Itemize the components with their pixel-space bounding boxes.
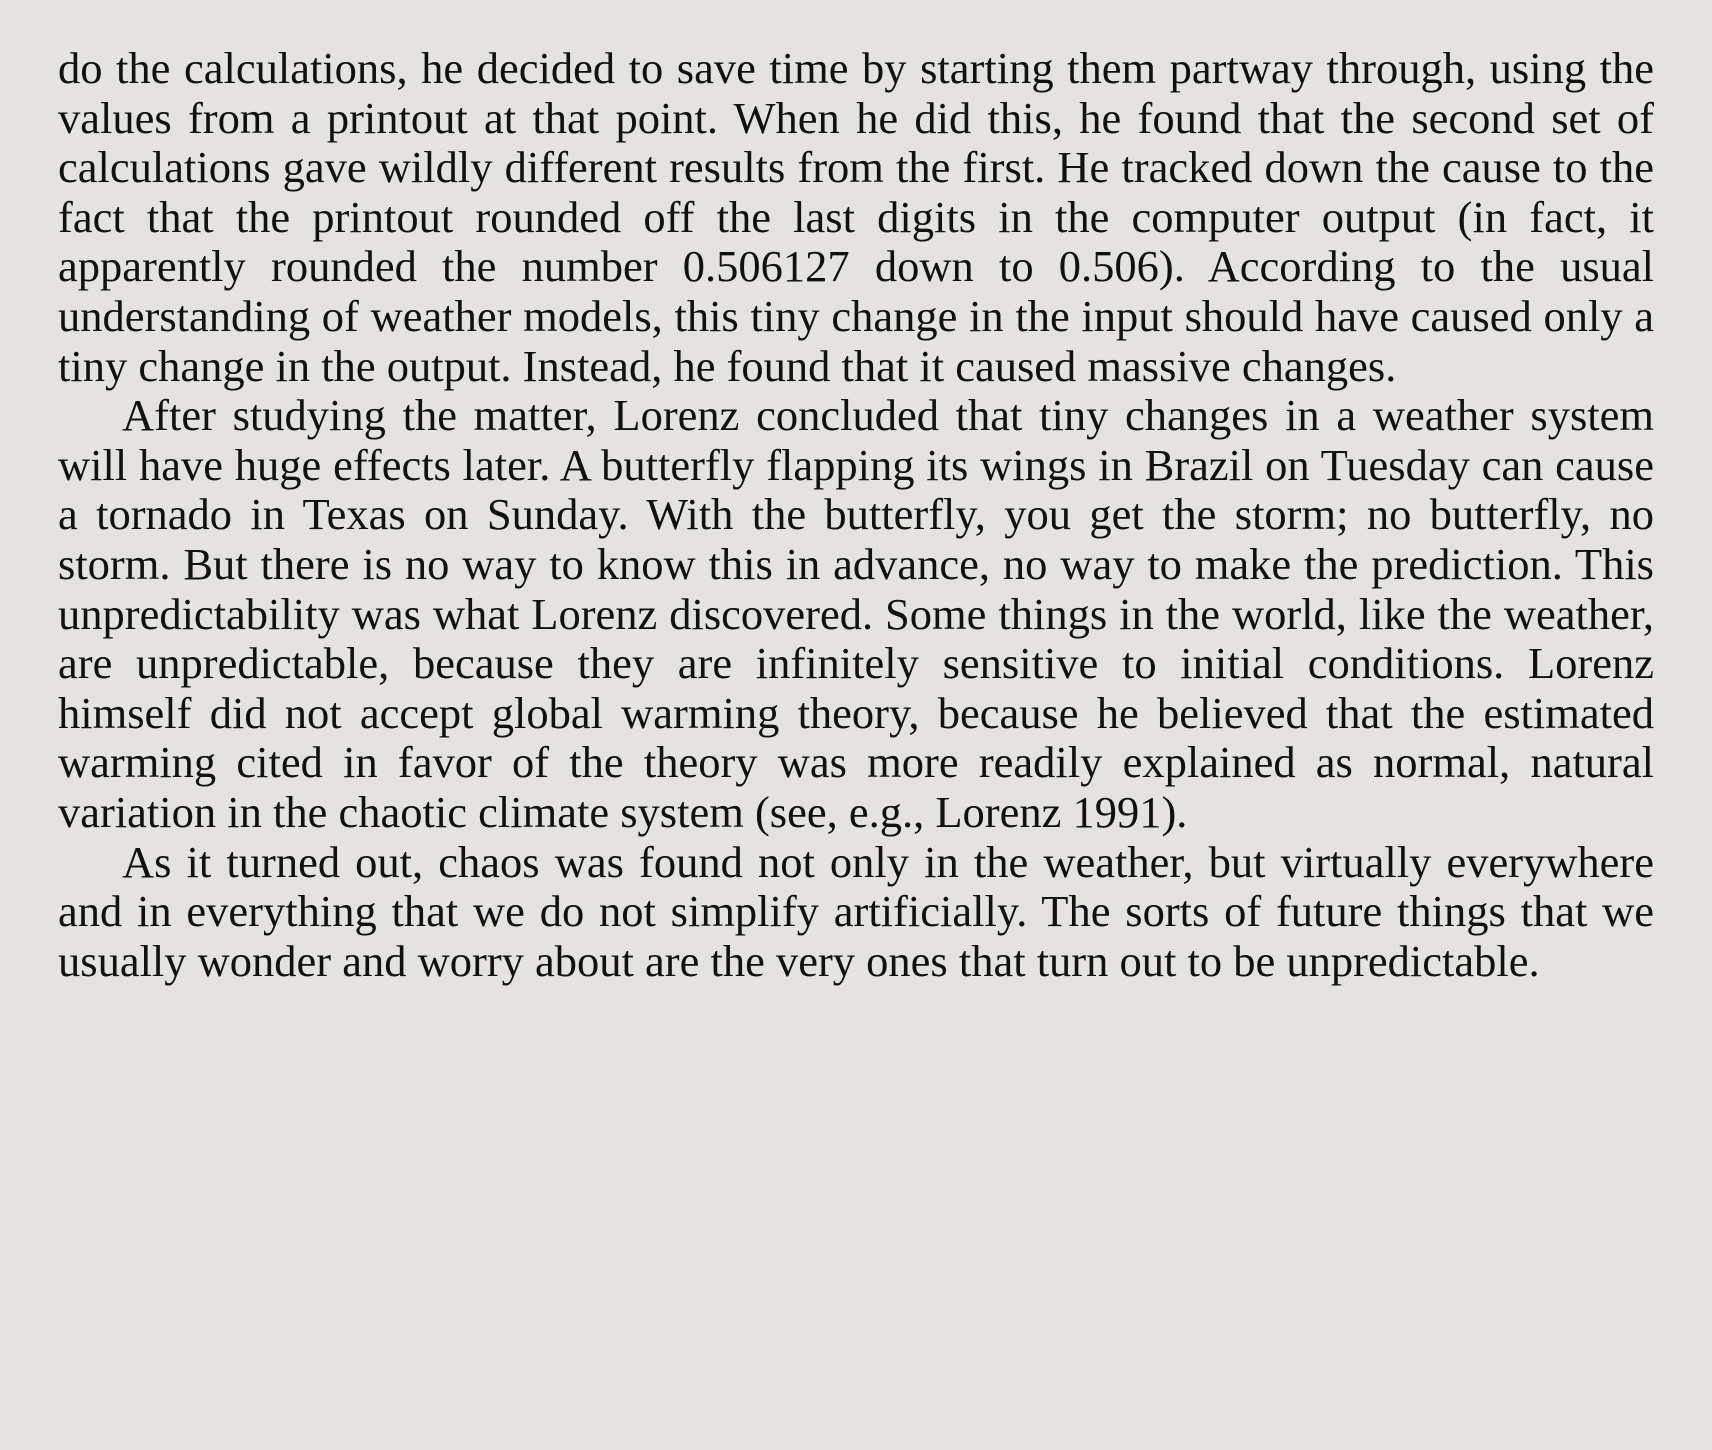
paragraph-lorenz-butterfly: After studying the matter, Lorenz concluded that tiny changes in a weather system will have huge effects later. A butterfly flapping its wings in Brazil on Tuesday can cause a tornado in Texas on Sunday. With the butterfly, you get the storm; no butterfly, no storm. But there is no way to know this in advance, no way to make the prediction. This unpredictability was what Lorenz discovered. Some things in the world, like the weather, are unpredictable, because they are infinitely sensitive to initial conditions. Lorenz himself did not accept global warming theory, because he believed that the estimated warming cited in favor of the theory was more readily explained as normal, natural variation in the chaotic climate system (see, e.g., Lorenz 1991). <box>58 390 1654 837</box>
document-page <box>58 44 1654 986</box>
paragraph-continuation: do the calculations, he decided to save time by starting them partway through, using the values from a printout at that point. When he did this, he found that the second set of calculations gave wildly different results from the first. He tracked down the cause to the fact that the printout rounded off the last digits in the computer output (in fact, it apparently rounded the number 0.506127 down to 0.506). According to the usual understanding of weather models, this tiny change in the input should have caused only a tiny change in the output. Instead, he found that it caused massive changes. <box>58 43 1654 391</box>
paragraph-chaos-everywhere: As it turned out, chaos was found not only in the weather, but virtually everywhere and in everything that we do not simplify artificially. The sorts of future things that we usually wonder and worry about are the very ones that turn out to be unpredictable. <box>58 836 1654 986</box>
